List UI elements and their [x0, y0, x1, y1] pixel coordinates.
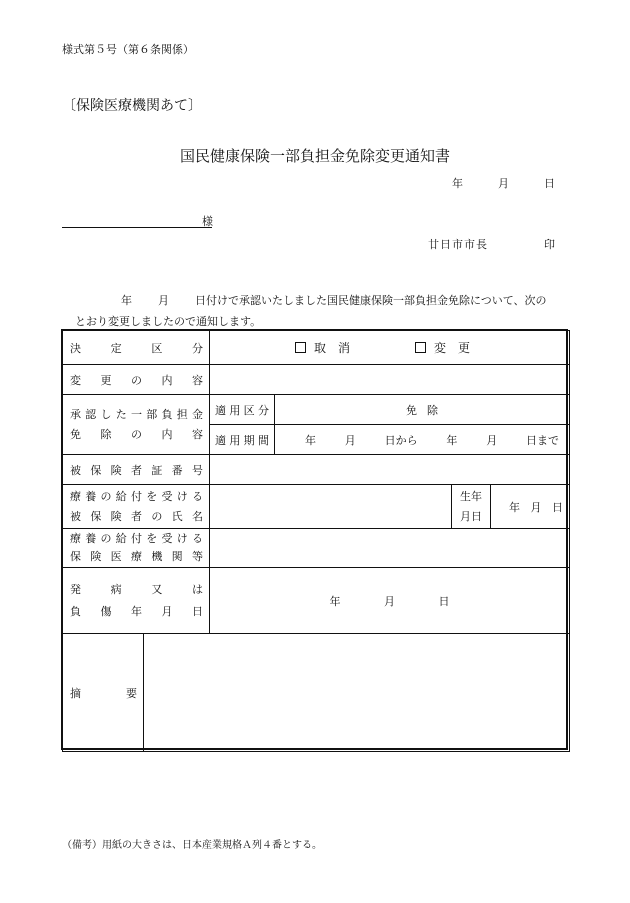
issue-date-month: 月	[498, 177, 509, 190]
insured-number-field[interactable]	[210, 455, 570, 485]
checkbox-change[interactable]	[415, 342, 426, 353]
row-benefit-person	[63, 485, 570, 529]
option-change[interactable]: 変 更	[415, 339, 470, 356]
row-approved-category	[63, 395, 570, 425]
issue-date-year: 年	[452, 177, 463, 190]
applied-period-value[interactable]: 年 月 日から 年 月 日まで	[305, 433, 559, 447]
intro-year: 年	[121, 294, 132, 307]
applied-category-value: 免 除	[275, 395, 570, 425]
intro-month: 月	[158, 294, 169, 307]
benefit-institution-field[interactable]	[210, 529, 570, 568]
birth-date-value[interactable]: 年 月 日	[509, 500, 564, 514]
birth-date-label: 生年 月日	[460, 489, 482, 523]
recipient-honorific: 様	[202, 215, 213, 228]
approved-label: 承 認 し た 一 部 負 担 金 免 除 の 内 容	[70, 407, 203, 441]
row-change-content	[63, 365, 570, 395]
applied-period-label: 適 用 期 間	[215, 433, 269, 447]
issuer-mayor: 廿日市市長	[428, 238, 488, 251]
footnote: （備考）用紙の大きさは、日本産業規格Ａ列４番とする。	[62, 840, 322, 851]
insured-number-label: 被 保 険 者 証 番 号	[70, 463, 203, 477]
applied-category-label: 適 用 区 分	[215, 403, 269, 417]
checkbox-cancel[interactable]	[295, 342, 306, 353]
row-onset	[63, 568, 570, 634]
onset-label: 発 病 又 は 負 傷 年 月 日	[70, 582, 203, 618]
form-number: 様式第５号（第６条関係）	[62, 43, 194, 56]
row-benefit-institution	[63, 529, 570, 568]
benefit-person-name-field[interactable]	[210, 485, 452, 529]
addressee: 〔保険医療機関あて〕	[62, 98, 202, 114]
change-content-label: 変 更 の 内 容	[70, 373, 203, 387]
row-decision	[63, 331, 570, 365]
onset-date-value[interactable]: 年 月 日	[329, 594, 450, 608]
change-content-field[interactable]	[210, 365, 570, 395]
issuer-seal: 印	[544, 238, 555, 251]
remarks-label: 摘 要	[70, 686, 137, 700]
row-insured-number	[63, 455, 570, 485]
remarks-field[interactable]	[144, 634, 570, 752]
document-title: 国民健康保険一部負担金免除変更通知書	[179, 147, 450, 165]
notice-table	[62, 330, 570, 752]
intro-text-line2: とおり変更しましたので通知します。	[75, 315, 262, 328]
intro-text: 日付けで承認いたしました国民健康保険一部負担金免除について、次の	[195, 294, 547, 307]
benefit-person-label: 療 養 の 給 付 を 受 け る 被 保 険 者 の 氏 名	[70, 489, 203, 523]
row-remarks	[63, 634, 570, 752]
decision-label: 決 定 区 分	[70, 341, 203, 355]
benefit-institution-label: 療 養 の 給 付 を 受 け る 保 険 医 療 機 関 等	[70, 532, 203, 563]
issue-date-day: 日	[544, 177, 555, 190]
recipient-name-line	[62, 227, 212, 228]
option-cancel[interactable]: 取 消	[295, 339, 415, 356]
